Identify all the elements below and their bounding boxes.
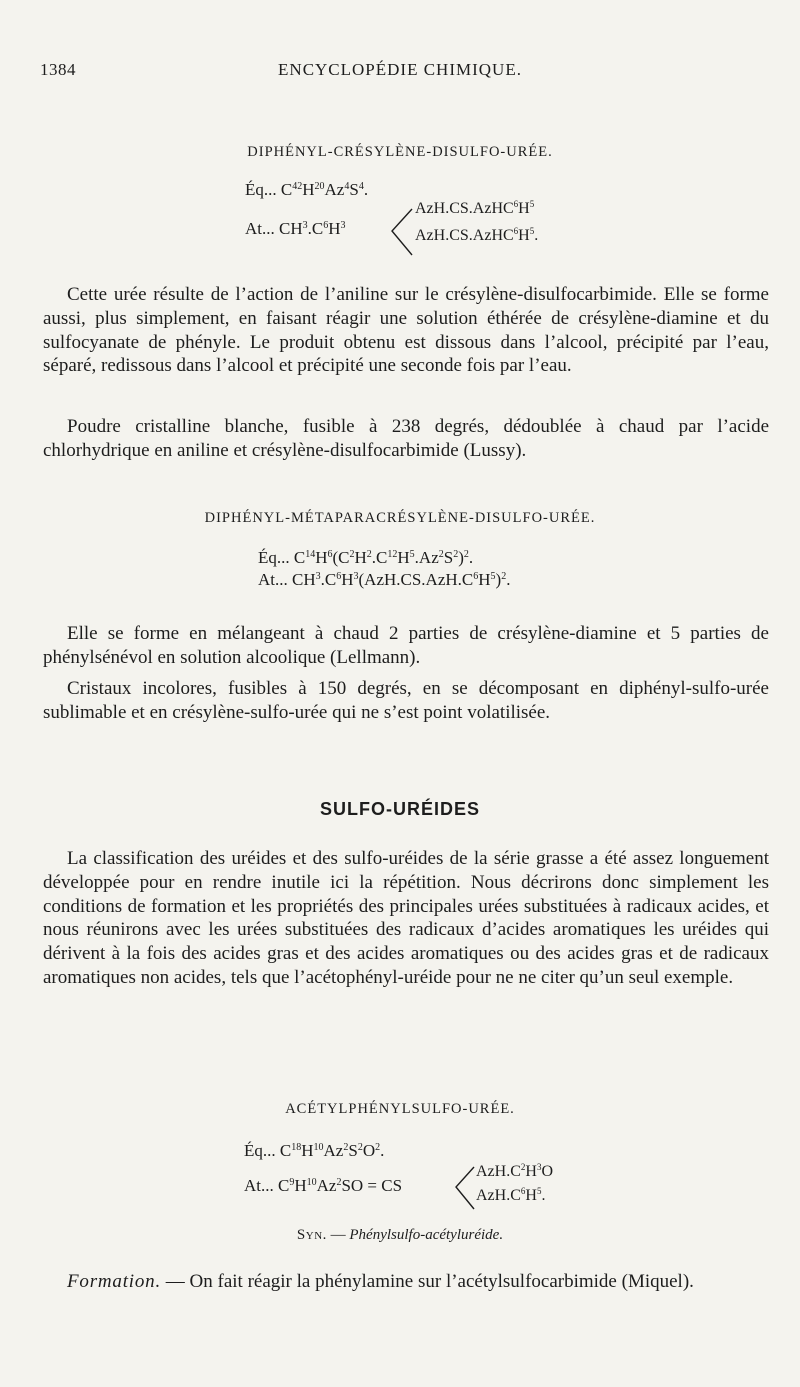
atomic-formula-3 — [244, 1176, 402, 1196]
synonym-name: Phénylsulfo-acétyluréide. — [349, 1227, 504, 1243]
running-title: ENCYCLOPÉDIE CHIMIQUE. — [278, 60, 522, 79]
paragraph-formation-3 — [43, 1270, 769, 1294]
branch-brace-icon — [388, 205, 414, 259]
equivalent-formula-1 — [245, 180, 368, 200]
at-prefix: At... — [245, 219, 275, 238]
page-number: 1384 — [40, 60, 76, 79]
paragraph-properties-1: Poudre cristalline blanche, fusible à 238 degrés, dédoublée à chaud par l’acide chlorhydrique en aniline et crésylène-disulfocarbimide (Lussy). — [43, 416, 769, 461]
eq-formula: $C^{18}H^{10}Az^2S^2O^2$. — [279, 1141, 385, 1160]
eq-prefix: Éq... — [244, 1141, 276, 1160]
branch-bottom-3: $AzH.C^6H^5$. — [476, 1186, 546, 1204]
synonym-line — [0, 1227, 800, 1244]
synonym-dash: — — [330, 1227, 346, 1243]
branch-top-3: $AzH.C^2H^3O$ — [476, 1162, 554, 1180]
equivalent-formula-3 — [244, 1141, 384, 1161]
eq-prefix: Éq... — [245, 180, 277, 199]
branch-top-1: $AzH.CS.AzHC^6H^5$ — [415, 199, 535, 217]
at-prefix: At... — [244, 1176, 274, 1195]
paragraph-formation-1: Cette urée résulte de l’action de l’aniline sur le crésylène-disulfocarbimide. Elle se forme aussi, plus simplement, en faisant réagir une solution éthérée de crésylène-diamine et du sulfocyanate de phényle. Le produit obtenu est dissous dans l’alcool, précipité par l’eau, séparé, redissous dans l’alcool et précipité une seconde fois par l’eau. — [43, 284, 769, 377]
section-heading: SULFO-URÉIDES — [319, 799, 480, 819]
compound-title-diphenyl-cresylene-disulfo-uree: DIPHÉNYL-CRÉSYLÈNE-DISULFO-URÉE. — [247, 144, 553, 160]
at-core: $CH^3.C^6H^3$ — [279, 219, 346, 238]
paragraph-formation-2: Elle se forme en mélangeant à chaud 2 parties de crésylène-diamine et 5 parties de phénylsénévol en solution alcoolique (Lellmann). — [43, 623, 769, 668]
branch-bottom-1: $AzH.CS.AzHC^6H^5$. — [415, 226, 539, 244]
eq-formula: $C^{42}H^{20}Az^4S^4$. — [280, 180, 369, 199]
paragraph-classification: La classification des uréides et des sulfo-uréides de la série grasse a été assez longuement développée pour en rendre inutile ici la répétition. Nous décrirons donc simplement les conditions de formation et les propriétés des principales urées substituées à radicaux acides, et nous réunirons avec les urées substituées des radicaux d’acides aromatiques les uréides qui dérivent à la fois des acides gras et des acides aromatiques ou des acides gras et de radicaux aromatiques non acides, tels que l’acétophényl-uréide pour ne ne citer qu’un seul exemple. — [43, 848, 769, 988]
compound-title-diphenyl-metaparacresylene: DIPHÉNYL-MÉTAPARACRÉSYLÈNE-DISULFO-URÉE. — [204, 510, 596, 526]
formation-label: Formation. — [67, 1271, 162, 1292]
page-header — [40, 60, 760, 84]
equivalent-formula-2: Éq... $C^{14}H^6(C^2H^2.C^{12}H^5.Az^2S^2)^2$. — [258, 548, 474, 567]
at-core: $C^9H^{10}Az^2SO$ = CS — [278, 1176, 403, 1195]
synonym-label: Syn. — [296, 1227, 327, 1243]
atomic-formula-2: At... $CH^3.C^6H^3(AzH.CS.AzH.C^6H^5)^2$. — [258, 570, 511, 589]
formation-text: — On fait réagir la phénylamine sur l’acétylsulfocarbimide (Miquel). — [165, 1271, 694, 1292]
compound-title-acetylphenylsulfo-uree: ACÉTYLPHÉNYLSULFO-URÉE. — [285, 1101, 515, 1117]
paragraph-properties-2: Cristaux incolores, fusibles à 150 degrés, en se décomposant en diphényl-sulfo-urée sublimable et en crésylène-sulfo-urée qui ne s’est point volatilisée. — [43, 678, 769, 723]
branch-brace-icon — [452, 1163, 476, 1213]
atomic-formula-1 — [245, 219, 346, 239]
